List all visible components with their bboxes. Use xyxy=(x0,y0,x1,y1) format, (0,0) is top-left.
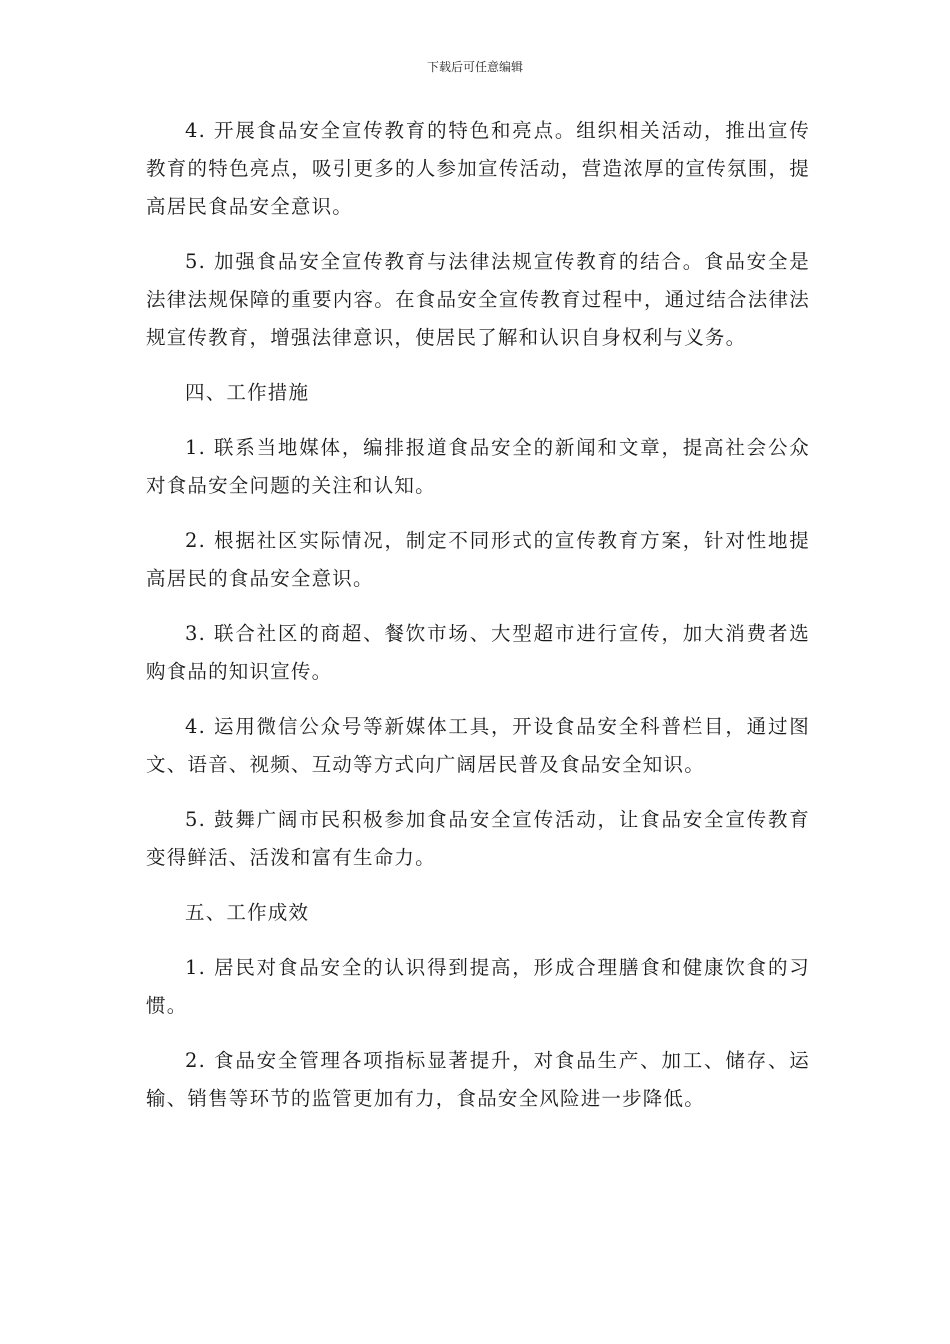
document-body xyxy=(146,112,810,1135)
paragraph-item-5-law-integration: 5. 加强食品安全宣传教育与法律法规宣传教育的结合。食品安全是法律法规保障的重要内容。在食品安全宣传教育过程中，通过结合法律法规宣传教育，增强法律意识，使居民了解和认识自身权利与义务。 xyxy=(146,250,810,349)
section-heading-work-measures: 四、工作措施 xyxy=(185,381,310,404)
section-heading-work-results: 五、工作成效 xyxy=(185,901,310,924)
page-header: 下载后可任意编辑 xyxy=(426,60,523,74)
paragraph-measure-2-plans: 2. 根据社区实际情况，制定不同形式的宣传教育方案，针对性地提高居民的食品安全意识。 xyxy=(146,529,810,590)
paragraph-item-4-characteristics: 4. 开展食品安全宣传教育的特色和亮点。组织相关活动，推出宣传教育的特色亮点，吸引更多的人参加宣传活动，营造浓厚的宣传氛围，提高居民食品安全意识。 xyxy=(146,119,810,218)
paragraph-result-1-awareness: 1. 居民对食品安全的认识得到提高，形成合理膳食和健康饮食的习惯。 xyxy=(146,956,810,1017)
paragraph-result-2-supervision: 2. 食品安全管理各项指标显著提升，对食品生产、加工、储存、运输、销售等环节的监管更加有力，食品安全风险进一步降低。 xyxy=(146,1049,810,1110)
paragraph-measure-1-media: 1. 联系当地媒体，编排报道食品安全的新闻和文章，提高社会公众对食品安全问题的关注和认知。 xyxy=(146,436,810,497)
paragraph-measure-5-citizens: 5. 鼓舞广阔市民积极参加食品安全宣传活动，让食品安全宣传教育变得鲜活、活泼和富有生命力。 xyxy=(146,808,810,869)
paragraph-measure-3-supermarkets: 3. 联合社区的商超、餐饮市场、大型超市进行宣传，加大消费者选购食品的知识宣传。 xyxy=(146,622,810,683)
paragraph-measure-4-wechat: 4. 运用微信公众号等新媒体工具，开设食品安全科普栏目，通过图文、语音、视频、互动等方式向广阔居民普及食品安全知识。 xyxy=(146,715,810,776)
